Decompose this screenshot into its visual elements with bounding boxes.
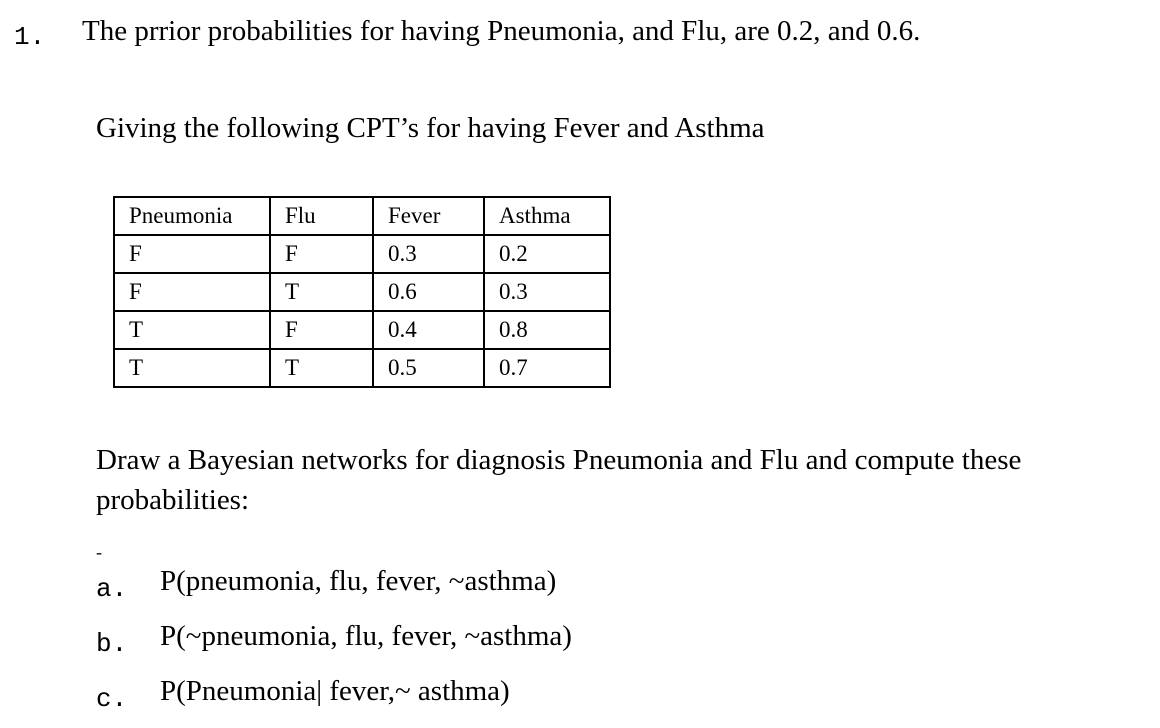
cell-flu: T <box>270 273 373 311</box>
cpt-table <box>113 196 611 388</box>
item-a-text: P(pneumonia, flu, fever, ~asthma) <box>160 565 557 597</box>
question-number: 1. <box>14 22 46 52</box>
item-b-letter: b. <box>96 629 128 659</box>
item-a-letter: a. <box>96 574 128 604</box>
cell-asthma: 0.7 <box>484 349 610 387</box>
cell-fever: 0.5 <box>373 349 484 387</box>
table-row <box>114 235 610 273</box>
table-row <box>114 349 610 387</box>
col-header-asthma: Asthma <box>484 197 610 235</box>
cpt-intro: Giving the following CPT’s for having Fever and Asthma <box>96 112 765 144</box>
col-header-pneumonia: Pneumonia <box>114 197 270 235</box>
cell-pneumonia: T <box>114 349 270 387</box>
cell-pneumonia: F <box>114 273 270 311</box>
col-header-flu: Flu <box>270 197 373 235</box>
instruction-text: Draw a Bayesian networks for diagnosis Pneumonia and Flu and compute these probabilities: <box>96 444 1022 516</box>
cell-asthma: 0.3 <box>484 273 610 311</box>
item-c-letter: c. <box>96 684 128 714</box>
cell-pneumonia: F <box>114 235 270 273</box>
cell-fever: 0.4 <box>373 311 484 349</box>
cell-flu: T <box>270 349 373 387</box>
cell-asthma: 0.8 <box>484 311 610 349</box>
question-text: The prrior probabilities for having Pneumonia, and Flu, are 0.2, and 0.6. <box>82 15 921 47</box>
table-header-row <box>114 197 610 235</box>
cell-fever: 0.6 <box>373 273 484 311</box>
cell-fever: 0.3 <box>373 235 484 273</box>
cell-flu: F <box>270 235 373 273</box>
item-c-text: P(Pneumonia| fever,~ asthma) <box>160 675 510 707</box>
col-header-fever: Fever <box>373 197 484 235</box>
cell-pneumonia: T <box>114 311 270 349</box>
item-b-text: P(~pneumonia, flu, fever, ~asthma) <box>160 620 572 652</box>
cell-flu: F <box>270 311 373 349</box>
table-row <box>114 273 610 311</box>
cell-asthma: 0.2 <box>484 235 610 273</box>
table-row <box>114 311 610 349</box>
list-dash: - <box>96 542 102 562</box>
